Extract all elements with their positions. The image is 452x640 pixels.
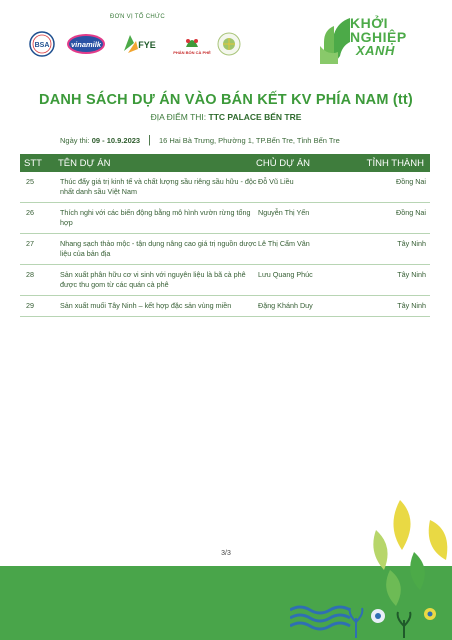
venue-line: [0, 112, 452, 122]
table-row: [20, 296, 430, 317]
row-stt: 27: [26, 239, 34, 248]
row-province: Tây Ninh: [397, 270, 426, 279]
coffee-fertilizer-logo: [172, 30, 212, 58]
round-seal-logo: [216, 30, 242, 58]
row-province: Đồng Nai: [396, 208, 426, 217]
svg-text:BSA: BSA: [34, 42, 50, 49]
organizer-logos: [28, 30, 250, 60]
row-project-name: Thích nghi với các biến động bằng mô hình vườn rừng tổng hợp: [60, 208, 251, 227]
row-owner: Lưu Quang Phúc: [258, 270, 313, 279]
row-owner: Lê Thị Cẩm Vân: [258, 239, 310, 248]
table-row: [20, 203, 430, 234]
organizers-label: ĐƠN VỊ TỔ CHỨC: [110, 14, 166, 20]
col-stt: STT: [24, 157, 42, 169]
wave-icon: [290, 607, 350, 629]
page-title: DANH SÁCH DỰ ÁN VÀO BÁN KẾT KV PHÍA NAM (tt): [39, 92, 413, 108]
col-owner: CHỦ DỰ ÁN: [256, 157, 311, 169]
col-project-name: TÊN DỰ ÁN: [58, 157, 111, 169]
brand-word-1: KHỞI: [350, 15, 389, 31]
row-stt: 25: [26, 177, 34, 186]
row-stt: 26: [26, 208, 34, 217]
page-number: 3/3: [221, 550, 231, 557]
bsa-logo: [28, 30, 56, 58]
sprout-icon: [318, 16, 352, 68]
table-row: [20, 234, 430, 265]
table-row: [20, 172, 430, 203]
svg-text:PHÂN BÓN CÀ PHÊ: PHÂN BÓN CÀ PHÊ: [173, 50, 211, 55]
leaf-icon: [373, 500, 447, 606]
row-owner: Đặng Khánh Duy: [258, 301, 313, 310]
brand-word-3: XANH: [356, 43, 395, 58]
date-label: Ngày thi:: [60, 135, 90, 145]
svg-text:FYE: FYE: [138, 40, 156, 50]
address: 16 Hai Bà Trưng, Phường 1, TP.Bến Tre, Tỉnh Bến Tre: [158, 135, 340, 145]
table-row: [20, 265, 430, 296]
row-stt: 29: [26, 301, 34, 310]
row-project-name: Thúc đẩy giá trị kinh tế và chất lượng sầu riêng sầu hữu - độc nhất danh sầu Việt Nam: [60, 177, 257, 196]
row-project-name: Sản xuất muối Tây Ninh – kết hợp đặc sản vùng miền: [60, 301, 232, 310]
row-owner: Đỗ Vũ Liều: [258, 177, 294, 186]
row-province: Đồng Nai: [396, 177, 426, 186]
date-value: 09 - 10.9.2023: [91, 135, 141, 145]
table-header: [20, 154, 430, 172]
project-table: [20, 154, 430, 317]
row-province: Tây Ninh: [397, 301, 426, 310]
event-meta: [60, 134, 420, 146]
venue-value: TTC PALACE BẾN TRE: [208, 112, 302, 122]
row-owner: Nguyễn Thị Yến: [258, 208, 310, 217]
meta-separator: |: [148, 134, 151, 146]
row-project-name: Sản xuất phân hữu cơ vi sinh với nguyên liệu là bã cà phê được thu gom từ các quán cà phê: [60, 270, 246, 289]
row-stt: 28: [26, 270, 34, 279]
venue-label: ĐỊA ĐIỂM THI:: [150, 112, 207, 122]
fye-logo: [120, 30, 160, 58]
vinamilk-logo: [66, 30, 106, 58]
brand-word-2: NGHIỆP: [350, 29, 407, 45]
svg-text:vinamilk: vinamilk: [70, 40, 102, 49]
row-province: Tây Ninh: [397, 239, 426, 248]
col-province: TỈNH THÀNH: [366, 157, 424, 169]
row-project-name: Nhang sạch thảo mộc - tận dụng nâng cao giá trị nguồn dược liệu của bản địa: [60, 239, 257, 258]
decorative-artwork: [290, 490, 452, 640]
brand-logo: [318, 14, 436, 72]
